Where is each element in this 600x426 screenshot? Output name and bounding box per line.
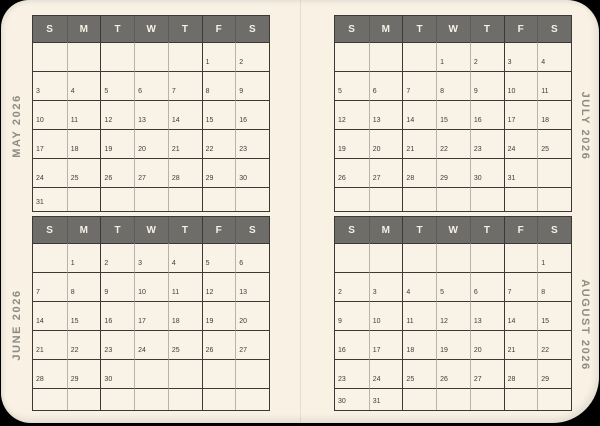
weekday-label: S [235, 16, 269, 42]
empty-cell [470, 187, 504, 211]
date-cell: 25 [67, 158, 101, 187]
date-grid [335, 243, 571, 410]
weekday-label: M [369, 217, 403, 243]
date-cell: 9 [470, 71, 504, 100]
date-cell: 1 [436, 42, 470, 71]
weekday-label: S [537, 217, 571, 243]
date-cell: 21 [504, 330, 538, 359]
weekday-label: S [46, 23, 54, 35]
date-cell: 7 [402, 71, 436, 100]
weekday-header [33, 217, 269, 243]
date-cell: 30 [235, 158, 269, 187]
date-cell: 16 [335, 330, 369, 359]
empty-cell [436, 187, 470, 211]
empty-cell [168, 187, 202, 211]
empty-cell [67, 187, 101, 211]
date-cell: 19 [436, 330, 470, 359]
weekday-label: T [168, 217, 202, 243]
empty-cell [504, 187, 538, 211]
empty-cell [537, 158, 571, 187]
date-cell: 3 [134, 243, 168, 272]
date-cell: 18 [67, 129, 101, 158]
date-cell: 11 [67, 100, 101, 129]
date-cell: 26 [100, 158, 134, 187]
date-cell: 28 [33, 359, 67, 388]
date-cell: 10 [504, 71, 538, 100]
date-cell: 1 [202, 42, 236, 71]
weekday-label: T [402, 16, 436, 42]
empty-cell [202, 187, 236, 211]
date-cell: 23 [335, 359, 369, 388]
date-cell: 12 [100, 100, 134, 129]
date-cell: 17 [134, 301, 168, 330]
weekday-label: F [504, 217, 538, 243]
date-cell: 28 [402, 158, 436, 187]
empty-cell [335, 187, 369, 211]
empty-cell [235, 359, 269, 388]
weekday-label: T [470, 16, 504, 42]
weekday-label: F [202, 16, 236, 42]
date-cell: 25 [402, 359, 436, 388]
weekday-header [335, 16, 571, 42]
page-gutter-line [300, 0, 301, 426]
empty-cell [202, 359, 236, 388]
date-grid [335, 42, 571, 211]
empty-cell [369, 42, 403, 71]
date-cell: 16 [470, 100, 504, 129]
date-cell: 4 [67, 71, 101, 100]
weekday-label: W [134, 16, 168, 42]
date-cell: 14 [402, 100, 436, 129]
empty-cell [100, 388, 134, 410]
empty-cell [402, 388, 436, 410]
date-cell: 13 [134, 100, 168, 129]
date-cell: 27 [470, 359, 504, 388]
month-label-june: JUNE 2026 [11, 289, 23, 361]
date-cell: 15 [436, 100, 470, 129]
date-cell: 24 [504, 129, 538, 158]
weekday-label: W [436, 16, 470, 42]
date-cell: 20 [470, 330, 504, 359]
date-cell: 26 [335, 158, 369, 187]
date-cell: 23 [100, 330, 134, 359]
weekday-label: T [402, 217, 436, 243]
date-cell: 5 [100, 71, 134, 100]
empty-cell [134, 187, 168, 211]
weekday-label: S [46, 224, 54, 236]
empty-cell [436, 388, 470, 410]
date-cell: 29 [67, 359, 101, 388]
date-cell: 31 [33, 187, 67, 211]
empty-cell [100, 187, 134, 211]
date-cell: 12 [436, 301, 470, 330]
date-cell: 21 [168, 129, 202, 158]
date-cell: 6 [134, 71, 168, 100]
date-cell: 29 [436, 158, 470, 187]
date-cell: 28 [504, 359, 538, 388]
date-cell: 5 [436, 272, 470, 301]
date-cell: 26 [436, 359, 470, 388]
date-cell: 10 [33, 100, 67, 129]
date-cell: 2 [335, 272, 369, 301]
date-grid [33, 243, 269, 410]
weekday-label: T [470, 217, 504, 243]
month-label-july: JULY 2026 [579, 91, 591, 161]
empty-cell [470, 388, 504, 410]
empty-cell [33, 42, 67, 71]
empty-cell [504, 388, 538, 410]
date-cell: 2 [100, 243, 134, 272]
weekday-label: W [436, 217, 470, 243]
weekday-label: M [67, 16, 101, 42]
empty-cell [235, 388, 269, 410]
date-cell: 8 [436, 71, 470, 100]
date-cell: 5 [335, 71, 369, 100]
date-cell: 30 [335, 388, 369, 410]
date-cell: 24 [33, 158, 67, 187]
date-cell: 6 [470, 272, 504, 301]
date-cell: 9 [235, 71, 269, 100]
empty-cell [470, 243, 504, 272]
date-cell: 25 [168, 330, 202, 359]
date-cell: 21 [33, 330, 67, 359]
date-cell: 27 [235, 330, 269, 359]
calendar-june-2026 [32, 216, 270, 411]
date-cell: 8 [67, 272, 101, 301]
empty-cell [168, 359, 202, 388]
empty-cell [67, 42, 101, 71]
date-cell: 15 [537, 301, 571, 330]
weekday-label: S [348, 23, 356, 35]
date-cell: 1 [67, 243, 101, 272]
date-cell: 9 [100, 272, 134, 301]
date-cell: 24 [134, 330, 168, 359]
date-cell: 9 [335, 301, 369, 330]
empty-cell [402, 42, 436, 71]
date-cell: 7 [504, 272, 538, 301]
empty-cell [402, 243, 436, 272]
empty-cell [134, 388, 168, 410]
date-cell: 25 [537, 129, 571, 158]
empty-cell [335, 243, 369, 272]
empty-cell [402, 187, 436, 211]
calendar-july-2026 [334, 15, 572, 212]
date-cell: 12 [202, 272, 236, 301]
weekday-label: F [504, 16, 538, 42]
calendar-may-2026 [32, 15, 270, 212]
date-cell: 29 [202, 158, 236, 187]
date-cell: 4 [537, 42, 571, 71]
empty-cell [168, 42, 202, 71]
date-cell: 22 [67, 330, 101, 359]
weekday-label: S [537, 16, 571, 42]
date-cell: 17 [504, 100, 538, 129]
date-cell: 7 [168, 71, 202, 100]
date-cell: 3 [504, 42, 538, 71]
date-cell: 22 [436, 129, 470, 158]
empty-cell [168, 388, 202, 410]
date-cell: 22 [202, 129, 236, 158]
empty-cell [369, 243, 403, 272]
date-cell: 14 [33, 301, 67, 330]
weekday-label: F [202, 217, 236, 243]
date-cell: 28 [168, 158, 202, 187]
date-cell: 30 [470, 158, 504, 187]
month-label-may: MAY 2026 [11, 94, 23, 158]
date-cell: 16 [235, 100, 269, 129]
date-cell: 10 [134, 272, 168, 301]
date-cell: 27 [134, 158, 168, 187]
date-cell: 19 [100, 129, 134, 158]
date-cell: 6 [235, 243, 269, 272]
weekday-label: T [168, 16, 202, 42]
date-cell: 3 [369, 272, 403, 301]
date-cell: 13 [470, 301, 504, 330]
date-cell: 16 [100, 301, 134, 330]
date-cell: 15 [202, 100, 236, 129]
weekday-label: M [369, 16, 403, 42]
date-cell: 3 [33, 71, 67, 100]
date-cell: 31 [369, 388, 403, 410]
date-cell: 26 [202, 330, 236, 359]
date-cell: 23 [235, 129, 269, 158]
calendar-august-2026 [334, 216, 572, 411]
date-cell: 22 [537, 330, 571, 359]
date-cell: 20 [235, 301, 269, 330]
date-cell: 10 [369, 301, 403, 330]
date-cell: 8 [537, 272, 571, 301]
date-cell: 8 [202, 71, 236, 100]
empty-cell [335, 42, 369, 71]
date-cell: 2 [470, 42, 504, 71]
empty-cell [369, 187, 403, 211]
month-label-august: AUGUST 2026 [579, 279, 591, 371]
weekday-header [335, 217, 571, 243]
date-cell: 20 [369, 129, 403, 158]
empty-cell [436, 243, 470, 272]
empty-cell [134, 359, 168, 388]
empty-cell [33, 243, 67, 272]
date-cell: 30 [100, 359, 134, 388]
date-cell: 13 [369, 100, 403, 129]
weekday-label: S [235, 217, 269, 243]
date-cell: 11 [402, 301, 436, 330]
date-cell: 12 [335, 100, 369, 129]
date-cell: 15 [67, 301, 101, 330]
date-cell: 4 [168, 243, 202, 272]
date-cell: 24 [369, 359, 403, 388]
date-cell: 14 [168, 100, 202, 129]
date-cell: 20 [134, 129, 168, 158]
date-cell: 11 [168, 272, 202, 301]
date-cell: 19 [335, 129, 369, 158]
date-cell: 17 [33, 129, 67, 158]
date-cell: 11 [537, 71, 571, 100]
date-cell: 18 [168, 301, 202, 330]
date-cell: 18 [537, 100, 571, 129]
empty-cell [33, 388, 67, 410]
weekday-label: S [348, 224, 356, 236]
date-cell: 21 [402, 129, 436, 158]
weekday-label: T [100, 16, 134, 42]
date-cell: 23 [470, 129, 504, 158]
empty-cell [235, 187, 269, 211]
date-cell: 29 [537, 359, 571, 388]
empty-cell [537, 187, 571, 211]
empty-cell [67, 388, 101, 410]
empty-cell [537, 388, 571, 410]
weekday-label: W [134, 217, 168, 243]
date-cell: 1 [537, 243, 571, 272]
weekday-header [33, 16, 269, 42]
date-cell: 2 [235, 42, 269, 71]
date-cell: 27 [369, 158, 403, 187]
empty-cell [504, 243, 538, 272]
date-grid [33, 42, 269, 211]
date-cell: 5 [202, 243, 236, 272]
date-cell: 6 [369, 71, 403, 100]
date-cell: 18 [402, 330, 436, 359]
date-cell: 7 [33, 272, 67, 301]
empty-cell [134, 42, 168, 71]
empty-cell [100, 42, 134, 71]
date-cell: 13 [235, 272, 269, 301]
weekday-label: T [100, 217, 134, 243]
date-cell: 17 [369, 330, 403, 359]
date-cell: 31 [504, 158, 538, 187]
empty-cell [202, 388, 236, 410]
date-cell: 4 [402, 272, 436, 301]
date-cell: 14 [504, 301, 538, 330]
date-cell: 19 [202, 301, 236, 330]
weekday-label: M [67, 217, 101, 243]
